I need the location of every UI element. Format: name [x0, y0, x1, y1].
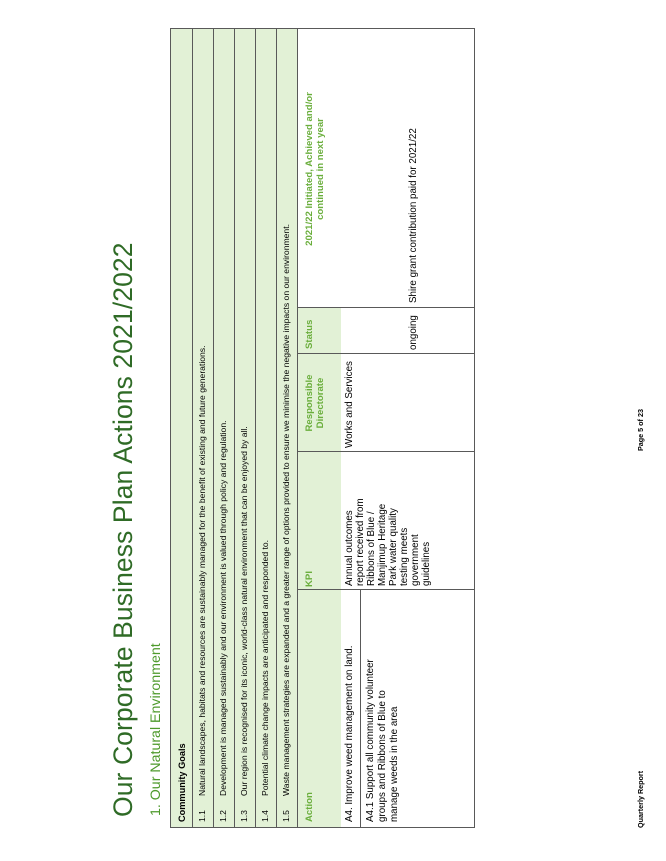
column-header-row	[298, 29, 341, 827]
goal-text: Our region is recognised for its iconic, world-class natural environment that can be enjoyed by all.	[239, 426, 249, 796]
responsible-directorate: Works and Services	[344, 361, 355, 448]
footer-report-label: Quarterly Report	[636, 770, 645, 828]
header-progress-line: 2021/22 Initiated, Achieved and/or	[304, 92, 315, 246]
kpi-line: report received from	[355, 498, 367, 586]
goal-number: 1.5	[281, 810, 291, 822]
group-divider	[360, 590, 361, 827]
goal-row	[277, 29, 298, 827]
goal-text: Waste management strategies are expanded and a greater range of options provided to ensure we minimise the negative impacts on our environment.	[281, 224, 291, 796]
action-group-label: A4. Improve weed management on land.	[344, 645, 355, 822]
business-plan-table	[170, 28, 475, 828]
kpi-line: Ribbons of Blue /	[366, 511, 378, 586]
goal-row	[193, 29, 214, 827]
header-action: Action	[304, 792, 315, 822]
action-description	[365, 659, 401, 822]
kpi-line: Park water quality	[388, 508, 400, 586]
kpi-line: testing meets	[399, 527, 411, 586]
action-line: A4.1 Support all community volunteer	[365, 659, 376, 822]
goal-text: Natural landscapes, habitats and resources are sustainably managed for the benefit of existing and future generations.	[197, 345, 207, 796]
column-divider	[298, 353, 474, 354]
footer-page-number: Page 5 of 23	[636, 409, 645, 451]
column-divider	[298, 307, 474, 308]
goal-text: Development is managed sustainably and our environment is valued through policy and regulation.	[218, 420, 228, 796]
page-title: Our Corporate Business Plan Actions 2021/2022	[108, 242, 138, 817]
goal-number: 1.4	[260, 810, 270, 822]
goal-row	[214, 29, 235, 827]
kpi-line: guidelines	[421, 541, 433, 586]
kpi-line: Manjimup Heritage	[377, 503, 389, 586]
header-progress-line: continued in next year	[315, 118, 327, 220]
header-responsible-line: Responsible	[304, 374, 315, 432]
kpi-line: government	[410, 534, 422, 586]
progress-note: Shire grant contribution paid for 2021/22	[408, 128, 419, 303]
column-divider	[298, 589, 474, 590]
header-responsible	[304, 357, 326, 449]
community-goals-title: Community Goals	[177, 743, 187, 822]
header-kpi: KPI	[304, 571, 315, 587]
goal-number: 1.1	[197, 810, 207, 822]
goal-row	[235, 29, 256, 827]
goal-row	[256, 29, 277, 827]
goal-number: 1.2	[218, 810, 228, 822]
column-divider	[298, 451, 474, 452]
section-heading: 1. Our Natural Environment	[148, 643, 164, 816]
header-progress	[304, 33, 326, 305]
header-status: Status	[304, 319, 315, 349]
status-value: ongoing	[408, 315, 419, 350]
kpi-line: Annual outcomes	[344, 510, 355, 586]
goal-number: 1.3	[239, 810, 249, 822]
header-responsible-line: Directorate	[315, 377, 327, 429]
kpi-description	[344, 498, 433, 586]
action-line: manage weeds in the area	[388, 706, 400, 822]
goal-text: Potential climate change impacts are anticipated and responded to.	[260, 539, 270, 796]
action-group-row	[341, 590, 361, 827]
community-goals-header	[171, 29, 193, 827]
action-line: groups and Ribbons of Blue to	[376, 690, 388, 822]
